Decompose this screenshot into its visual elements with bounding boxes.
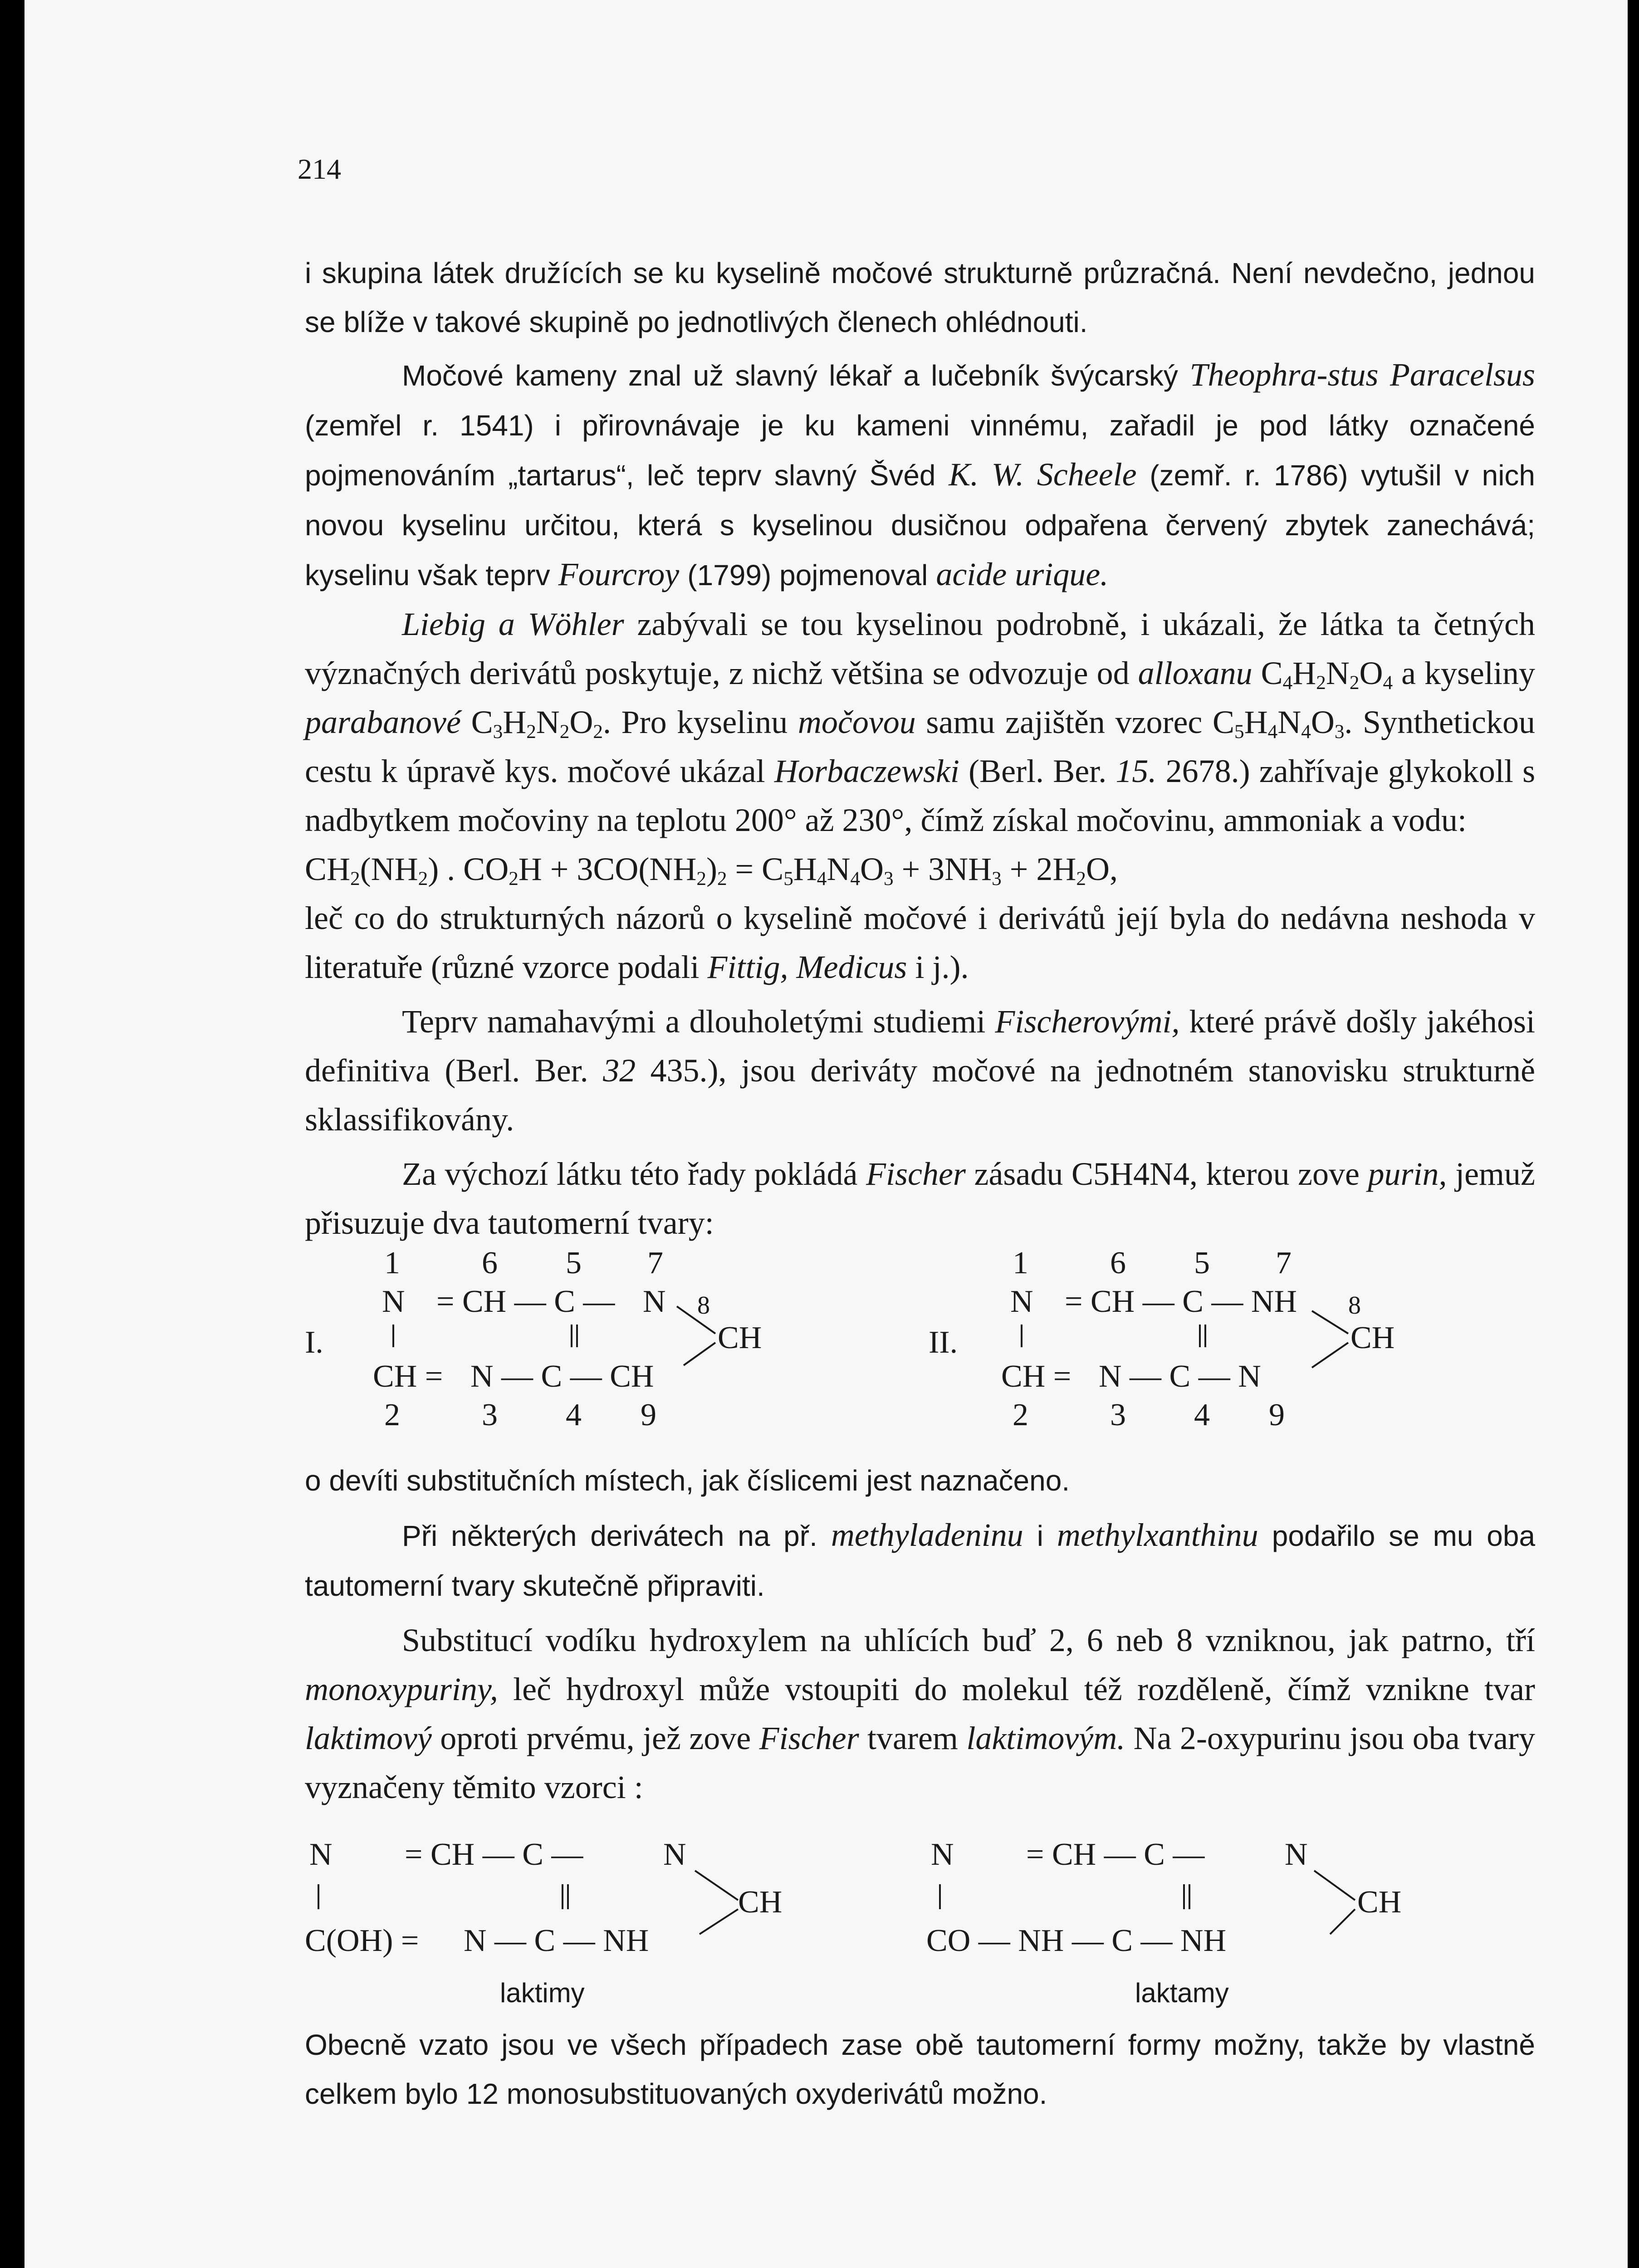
oxypurine-structures: N = CH — C — N CH C(OH) = N — C — NH laktimy N = CH — C — N CH CO — NH — C — NH laktamy	[305, 1812, 1535, 2156]
structure-label-II: II.	[929, 1325, 958, 1360]
intro-line-2: nevdečno, jednou se blíže v takové skupině po jednotlivých členech ohlédnouti.	[305, 257, 1535, 338]
paragraph-hydroxyl: Substitucí vodíku hydroxylem na uhlících buď 2, 6 neb 8 vzniknou, jak patrno, tří monoxypuriny, leč hydroxyl může vstoupiti do molekul též rozděleně, čímž vznikne tvar laktimový oproti prvému, jež zove Fischer tvarem laktimovým. Na 2-oxypurinu jsou oba tvary vyznačeny těmito vzorci :	[305, 1622, 1536, 1805]
paragraph-intro	[305, 249, 1535, 347]
paragraph-liebig: Liebig a Wöhler zabývali se tou kyselinou podrobně, i ukázali, že látka ta četných význačných derivátů poskytuje, z nichž většina se odvozuje od alloxanu $C_4H_2N_2O_4$ a kyseliny parabanové $C_3H_2N_2O_2$. Pro kyselinu močovou samu zajištěn vzorec $C_5H_4N_4O_3$. Synthetickou cestu k úpravě kys. močové ukázal Horbaczewski (Berl. Ber. 15. 2678.) zahřívaje glykokoll s nadbytkem močoviny na teplotu 200° až 230°, čímž získal močovinu, ammoniak a vodu:	[305, 606, 1536, 838]
caption-laktimy: laktimy	[500, 1978, 585, 2008]
names-fittig-medicus: Fittig, Medicus	[707, 949, 907, 985]
structure-label-I: I.	[305, 1325, 323, 1360]
paragraph-purin: Za výchozí látku této řady pokládá Fischer zásadu C5H4N4, kterou zove purin, jemuž přisuzuje dva tautomerní tvary:	[305, 1156, 1536, 1241]
book-page	[24, 0, 1628, 2268]
paragraph-conclusion: Obecně vzato jsou ve všech případech zase obě tautomerní formy možny, takže by vlastně celkem bylo 12 monosubstituovaných oxyderivátů možno.	[305, 2028, 1535, 2110]
body-text	[305, 249, 1535, 2118]
term-acide-urique: acide urique.	[936, 556, 1109, 592]
equation-synthesis: $CH_2(NH_2)$ . $CO_2H + 3CO(NH_2)_2 = C_5H_4N_4O_3 + 3NH_3 + 2H_2O$,	[305, 851, 1118, 890]
intro-line-1: i skupina látek družících se ku kyselině močové strukturně průzračná. Není	[305, 257, 1293, 289]
name-fourcroy: Fourcroy	[558, 556, 680, 592]
name-scheele: K. W. Scheele	[949, 456, 1137, 493]
purine-structures: 1 6 5 7 N = CH — C — N 8 I. CH CH = N — C — CH 2 3 4 9 1 6 5 7 N = CH — C — NH 8 II. CH CH = N — C — N 2 3 4 9	[305, 1247, 1535, 1483]
caption-laktamy: laktamy	[1135, 1978, 1229, 2008]
name-liebig-wohler: Liebig a Wöhler	[402, 606, 624, 642]
formula-alloxan: $C_4H_2N_2O_4$	[1261, 655, 1393, 694]
paragraph-nine-positions: o devíti substitučních místech, jak číslicemi jest naznačeno.	[305, 1464, 1070, 1497]
name-horbaczewski: Horbaczewski	[774, 753, 959, 789]
paragraph-fischer-studies: Teprv namahavými a dlouholetými studiemi Fischerovými, které právě došly jakéhosi definitiva (Berl. Ber. 32 435.), jsou deriváty močové na jednotném stanovisku strukturně sklassifikovány.	[305, 1003, 1536, 1138]
paragraph-literature: leč co do strukturných názorů o kyselině močové i derivátů její byla do nedávna neshoda v literatuře (různé vzorce podali Fittig, Medicus i j.).	[305, 900, 1535, 985]
paragraph-paracelsus: Močové kameny znal už slavný lékař a lučebník švýcarský Theophra-stus Paracelsus (zemřel r. 1541) i přirovnávaje je ku kameni vinnému, zařadil je pod látky označené pojmenováním „tartarus“, leč teprv slavný Švéd K. W. Scheele (zemř. r. 1786) vytušil v nich novou kyselinu určitou, která s kyselinou dusičnou odpařena červený zbytek zanechává; kyselinu však teprv Fourcroy (1799) pojmenoval acide urique.	[305, 357, 1536, 592]
name-paracelsus: Theophra-stus Paracelsus	[1189, 357, 1536, 393]
paragraph-derivatives: Při některých derivátech na př. methyladeninu i methylxanthinu podařilo se mu oba tautomerní tvary skutečně připraviti.	[305, 1517, 1536, 1602]
page-number: 214	[298, 153, 341, 185]
formula-uric-acid: $C_5H_4N_4O_3$.	[1213, 704, 1353, 743]
formula-parabanic: $C_3H_2N_2O_2$.	[471, 704, 611, 743]
